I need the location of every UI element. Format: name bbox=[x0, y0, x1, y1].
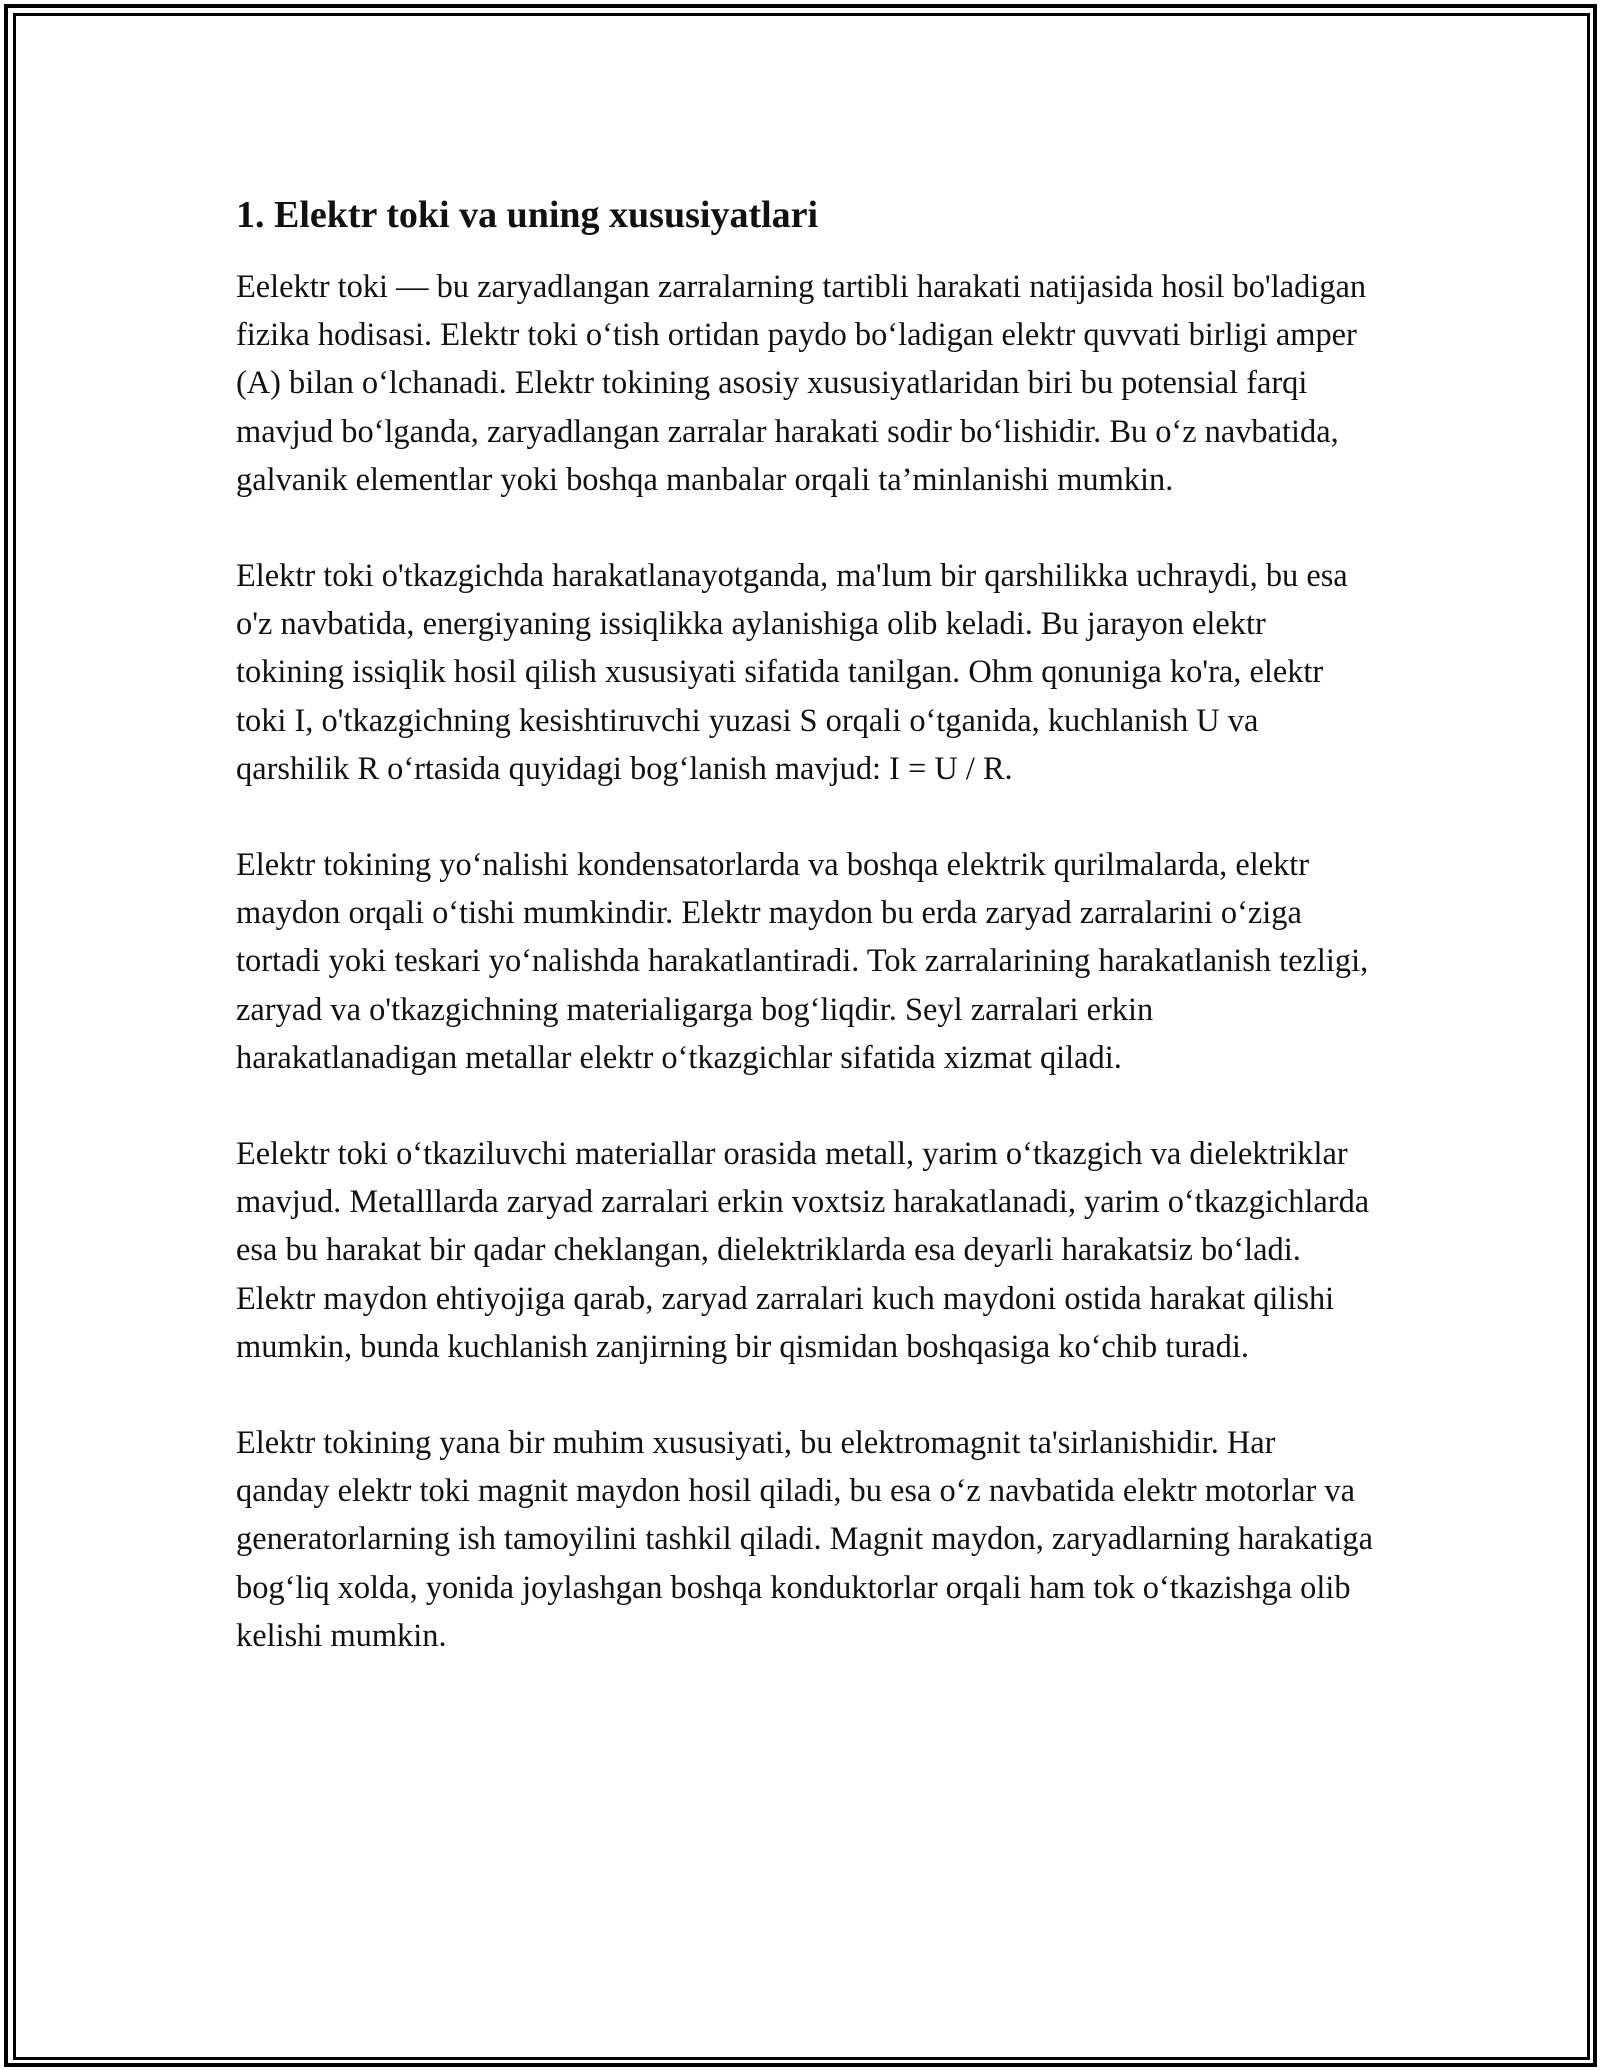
section-heading: 1. Elektr toki va uning xususiyatlari bbox=[236, 194, 819, 236]
paragraph-4: Eelektr toki o‘tkaziluvchi materiallar orasida metall, yarim o‘tkazgich va dielektriklar mavjud. Metalllarda zaryad zarralari erkin voxtsiz harakatlanadi, yarim o‘tkazgichlarda esa bu harakat bir qadar cheklangan, dielektriklarda esa deyarli harakatsiz bo‘ladi. Elektr maydon ehtiyojiga qarab, zaryad zarralari kuch maydoni ostida harakat qilishi mumkin, bunda kuchlanish zanjirning bir qismidan boshqasiga ko‘chib turadi. bbox=[236, 1136, 1370, 1365]
document-body bbox=[236, 189, 1376, 1708]
paragraph-3: Elektr tokining yo‘nalishi kondensatorlarda va boshqa elektrik qurilmalarda, elektr maydon orqali o‘tishi mumkindir. Elektr maydon bu erda zaryad zarralarini o‘ziga tortadi yoki teskari yo‘nalishda harakatlantiradi. Tok zarralarining harakatlanish tezligi, zaryad va o'tkazgichning materialigarga bog‘liqdir. Seyl zarralari erkin harakatlanadigan metallar elektr o‘tkazgichlar sifatida xizmat qiladi. bbox=[236, 847, 1369, 1076]
paragraph-1: Eelektr toki — bu zaryadlangan zarralarning tartibli harakati natijasida hosil bo'ladigan fizika hodisasi. Elektr toki o‘tish ortidan paydo bo‘ladigan elektr quvvati birligi amper (A) bilan o‘lchanadi. Elektr tokining asosiy xususiyatlaridan biri bu potensial farqi mavjud bo‘lganda, zaryadlangan zarralar harakati sodir bo‘lishidir. Bu o‘z navbatida, galvanik elementlar yoki boshqa manbalar orqali ta’minlanishi mumkin. bbox=[236, 269, 1367, 498]
paragraph-5: Elektr tokining yana bir muhim xususiyati, bu elektromagnit ta'sirlanishidir. Har qanday elektr toki magnit maydon hosil qiladi, bu esa o‘z navbatida elektr motorlar va generatorlarning ish tamoyilini tashkil qiladi. Magnit maydon, zaryadlarning harakatiga bog‘liq xolda, yonida joylashgan boshqa konduktorlar orqali ham tok o‘tkazishga olib kelishi mumkin. bbox=[236, 1425, 1373, 1654]
paragraph-2: Elektr toki o'tkazgichda harakatlanayotganda, ma'lum bir qarshilikka uchraydi, bu esa o'z navbatida, energiyaning issiqlikka aylanishiga olib keladi. Bu jarayon elektr tokining issiqlik hosil qilish xususiyati sifatida tanilgan. Ohm qonuniga ko'ra, elektr toki I, o'tkazgichning kesishtiruvchi yuzasi S orqali o‘tganida, kuchlanish U va qarshilik R o‘rtasida quyidagi bog‘lanish mavjud: I = U / R. bbox=[236, 558, 1348, 787]
